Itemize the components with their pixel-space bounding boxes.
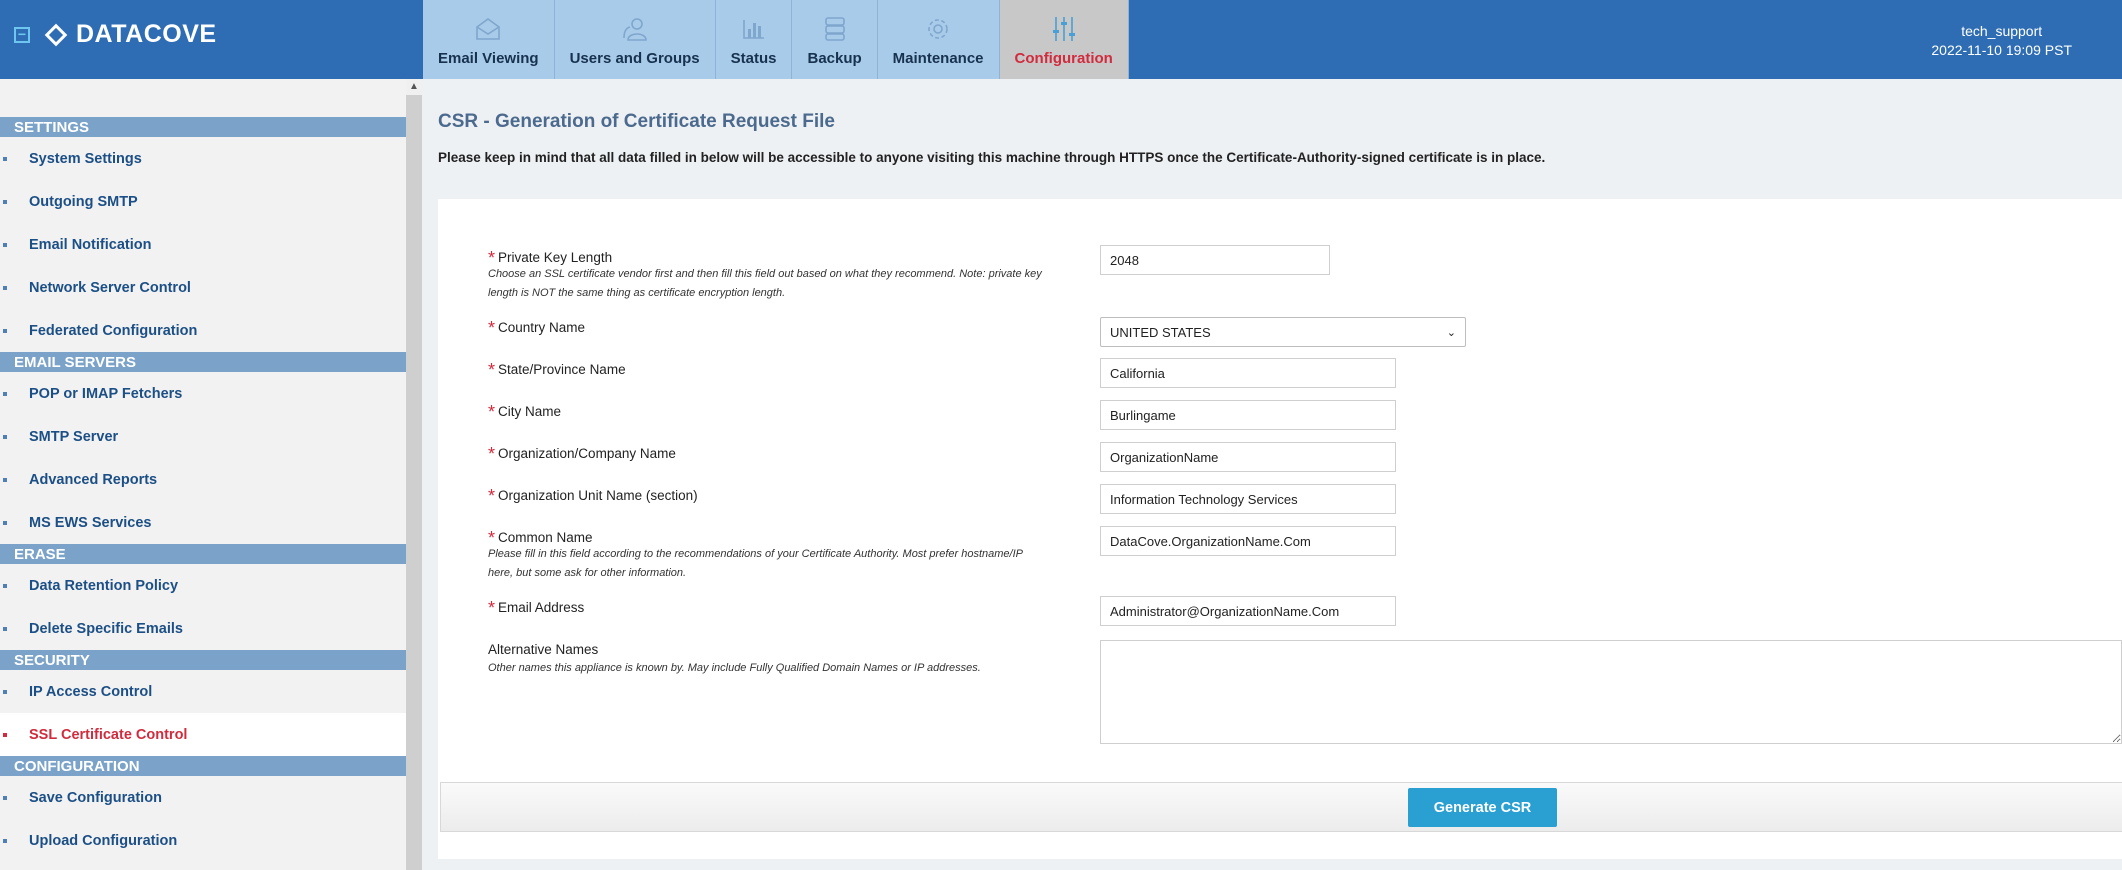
users-icon [620, 14, 650, 44]
gear-icon [923, 14, 953, 44]
common-name-help: Please fill in this field according to the recommendations of your Certificate Authority. Most prefer hostname/IP here, but some ask for other information. [488, 548, 1023, 579]
sidebar-item-smtp-server[interactable]: SMTP Server [0, 415, 406, 458]
main-content [422, 79, 2122, 870]
database-icon [820, 14, 850, 44]
top-bar [0, 0, 2122, 79]
sidebar-item-delete-specific-emails[interactable]: Delete Specific Emails [0, 607, 406, 650]
tab-label: Email Viewing [438, 50, 539, 67]
current-datetime: 2022-11-10 19:09 PST [1931, 42, 2072, 58]
private-key-length-label: * Private Key Length [488, 248, 613, 268]
required-marker: * [488, 598, 496, 618]
username: tech_support [1961, 23, 2043, 39]
country-name-label: * Country Name [488, 318, 586, 338]
required-marker: * [488, 318, 496, 338]
alternative-names-textarea[interactable] [1100, 640, 2122, 744]
section-erase: ERASE [0, 544, 406, 564]
sidebar-item-save-configuration[interactable]: Save Configuration [0, 776, 406, 819]
logo-diamond-icon [45, 23, 68, 46]
common-name-input[interactable] [1100, 526, 1396, 556]
private-key-length-input[interactable] [1100, 245, 1330, 275]
sidebar [0, 79, 406, 870]
sidebar-item-outgoing-smtp[interactable]: Outgoing SMTP [0, 180, 406, 223]
tab-status[interactable] [716, 0, 793, 79]
sidebar-item-system-settings[interactable]: System Settings [0, 137, 406, 180]
envelope-icon [473, 14, 503, 44]
collapse-sidebar-button[interactable]: − [14, 27, 30, 43]
main-tabs [423, 0, 1129, 79]
required-marker: * [488, 360, 496, 380]
organization-name-input[interactable] [1100, 442, 1396, 472]
required-marker: * [488, 402, 496, 422]
state-province-label: * State/Province Name [488, 360, 626, 380]
city-name-input[interactable] [1100, 400, 1396, 430]
organization-unit-label: * Organization Unit Name (section) [488, 486, 698, 506]
scroll-up-arrow-icon[interactable]: ▲ [406, 79, 422, 95]
city-name-label: * City Name [488, 402, 562, 422]
email-address-label: * Email Address [488, 598, 585, 618]
sliders-icon [1049, 14, 1079, 44]
user-info [1931, 22, 2072, 60]
sidebar-item-ip-access-control[interactable]: IP Access Control [0, 670, 406, 713]
country-name-value: UNITED STATES [1110, 324, 1211, 340]
tab-users-and-groups[interactable] [555, 0, 716, 79]
sidebar-item-pop-imap-fetchers[interactable]: POP or IMAP Fetchers [0, 372, 406, 415]
organization-unit-input[interactable] [1100, 484, 1396, 514]
tab-email-viewing[interactable] [423, 0, 555, 79]
sidebar-item-federated-configuration[interactable]: Federated Configuration [0, 309, 406, 352]
required-marker: * [488, 486, 496, 506]
generate-csr-button[interactable]: Generate CSR [1408, 788, 1557, 827]
sidebar-item-advanced-reports[interactable]: Advanced Reports [0, 458, 406, 501]
alternative-names-help: Other names this appliance is known by. May include Fully Qualified Domain Names or IP addresses. [488, 662, 981, 674]
country-name-select[interactable] [1100, 317, 1466, 347]
tab-backup[interactable] [792, 0, 877, 79]
organization-name-label: * Organization/Company Name [488, 444, 676, 464]
private-key-length-help: Choose an SSL certificate vendor first and then fill this field out based on what they recommend. Note: private key length is NOT the same thing as certificate encryption length. [488, 268, 1042, 299]
logo-text: DATACOVE [76, 20, 217, 48]
page-note: Please keep in mind that all data filled in below will be accessible to anyone visiting this machine through HTTPS once the Certificate-Authority-signed certificate is in place. [438, 150, 1546, 165]
required-marker: * [488, 248, 496, 268]
tab-configuration[interactable] [1000, 0, 1129, 79]
sidebar-item-data-retention-policy[interactable]: Data Retention Policy [0, 564, 406, 607]
section-configuration: CONFIGURATION [0, 756, 406, 776]
tab-label: Backup [807, 50, 862, 67]
tab-label: Configuration [1014, 50, 1113, 67]
tab-label: Maintenance [892, 50, 984, 67]
section-settings: SETTINGS [0, 117, 406, 137]
required-marker: * [488, 444, 496, 464]
datacove-logo[interactable] [48, 20, 217, 49]
email-address-input[interactable] [1100, 596, 1396, 626]
page-title: CSR - Generation of Certificate Request File [438, 111, 835, 132]
sidebar-item-ms-ews-services[interactable]: MS EWS Services [0, 501, 406, 544]
alternative-names-label: Alternative Names [488, 642, 599, 657]
csr-form [438, 199, 2122, 859]
section-security: SECURITY [0, 650, 406, 670]
sidebar-item-network-server-control[interactable]: Network Server Control [0, 266, 406, 309]
tab-maintenance[interactable] [878, 0, 1000, 79]
sidebar-item-upload-configuration[interactable]: Upload Configuration [0, 819, 406, 862]
sidebar-scrollbar[interactable] [406, 79, 422, 870]
tab-label: Status [730, 50, 777, 67]
chevron-down-icon: ⌄ [1446, 326, 1456, 339]
section-email-servers: EMAIL SERVERS [0, 352, 406, 372]
bar-chart-icon [739, 14, 769, 44]
common-name-label: * Common Name [488, 528, 593, 548]
sidebar-item-email-notification[interactable]: Email Notification [0, 223, 406, 266]
sidebar-item-ssl-certificate-control[interactable]: SSL Certificate Control [0, 713, 406, 756]
required-marker: * [488, 528, 496, 548]
tab-label: Users and Groups [569, 50, 700, 67]
state-province-input[interactable] [1100, 358, 1396, 388]
form-button-bar [440, 782, 2122, 832]
